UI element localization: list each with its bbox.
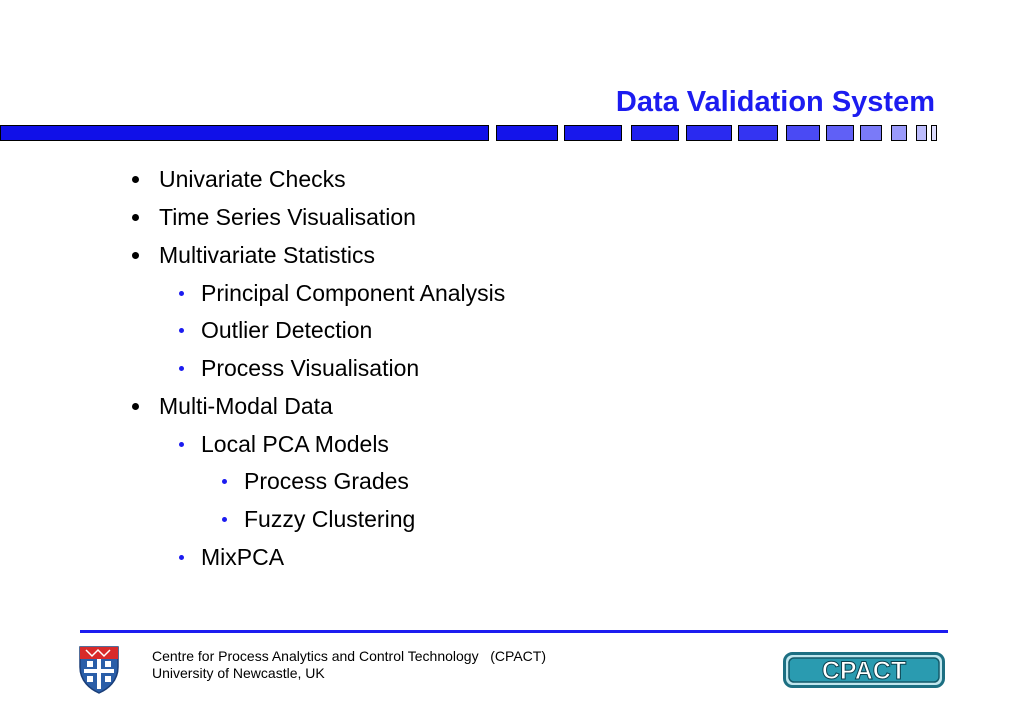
sub-bullet-icon [179, 442, 184, 447]
footer-divider [80, 630, 948, 633]
bullet-dot-icon [132, 403, 139, 410]
footer-university: University of Newcastle, UK [152, 665, 325, 681]
bullet-text: Fuzzy Clustering [244, 506, 416, 532]
bullet-text: Local PCA Models [201, 431, 389, 457]
bullet-dot-icon [132, 214, 139, 221]
bullet-text: Univariate Checks [159, 166, 346, 192]
sub-bullet-icon [179, 555, 184, 560]
bullet-text: Multi-Modal Data [159, 393, 333, 419]
bullet-text: Process Grades [244, 468, 409, 494]
cpact-logo [783, 652, 945, 688]
bullet-text: Time Series Visualisation [159, 204, 416, 230]
slide-title: Data Validation System [615, 86, 935, 118]
bullet-text: Multivariate Statistics [159, 242, 376, 268]
bullet-dot-icon [132, 176, 139, 183]
sub-bullet-icon [179, 328, 184, 333]
sub-bullet-icon [179, 366, 184, 371]
sub-bullet-icon [179, 291, 184, 296]
university-crest-icon [78, 645, 120, 695]
sub-bullet-icon [222, 479, 227, 484]
svg-text:CPACT: CPACT [821, 657, 907, 685]
bullet-text: Process Visualisation [201, 355, 420, 381]
footer-text [152, 648, 546, 682]
bullet-text: Outlier Detection [201, 317, 373, 343]
footer-organisation: Centre for Process Analytics and Control Technology (CPACT) [152, 648, 546, 664]
bullet-text: MixPCA [201, 544, 285, 570]
bullet-text: Principal Component Analysis [201, 280, 506, 306]
bullet-dot-icon [132, 252, 139, 259]
sub-bullet-icon [222, 517, 227, 522]
